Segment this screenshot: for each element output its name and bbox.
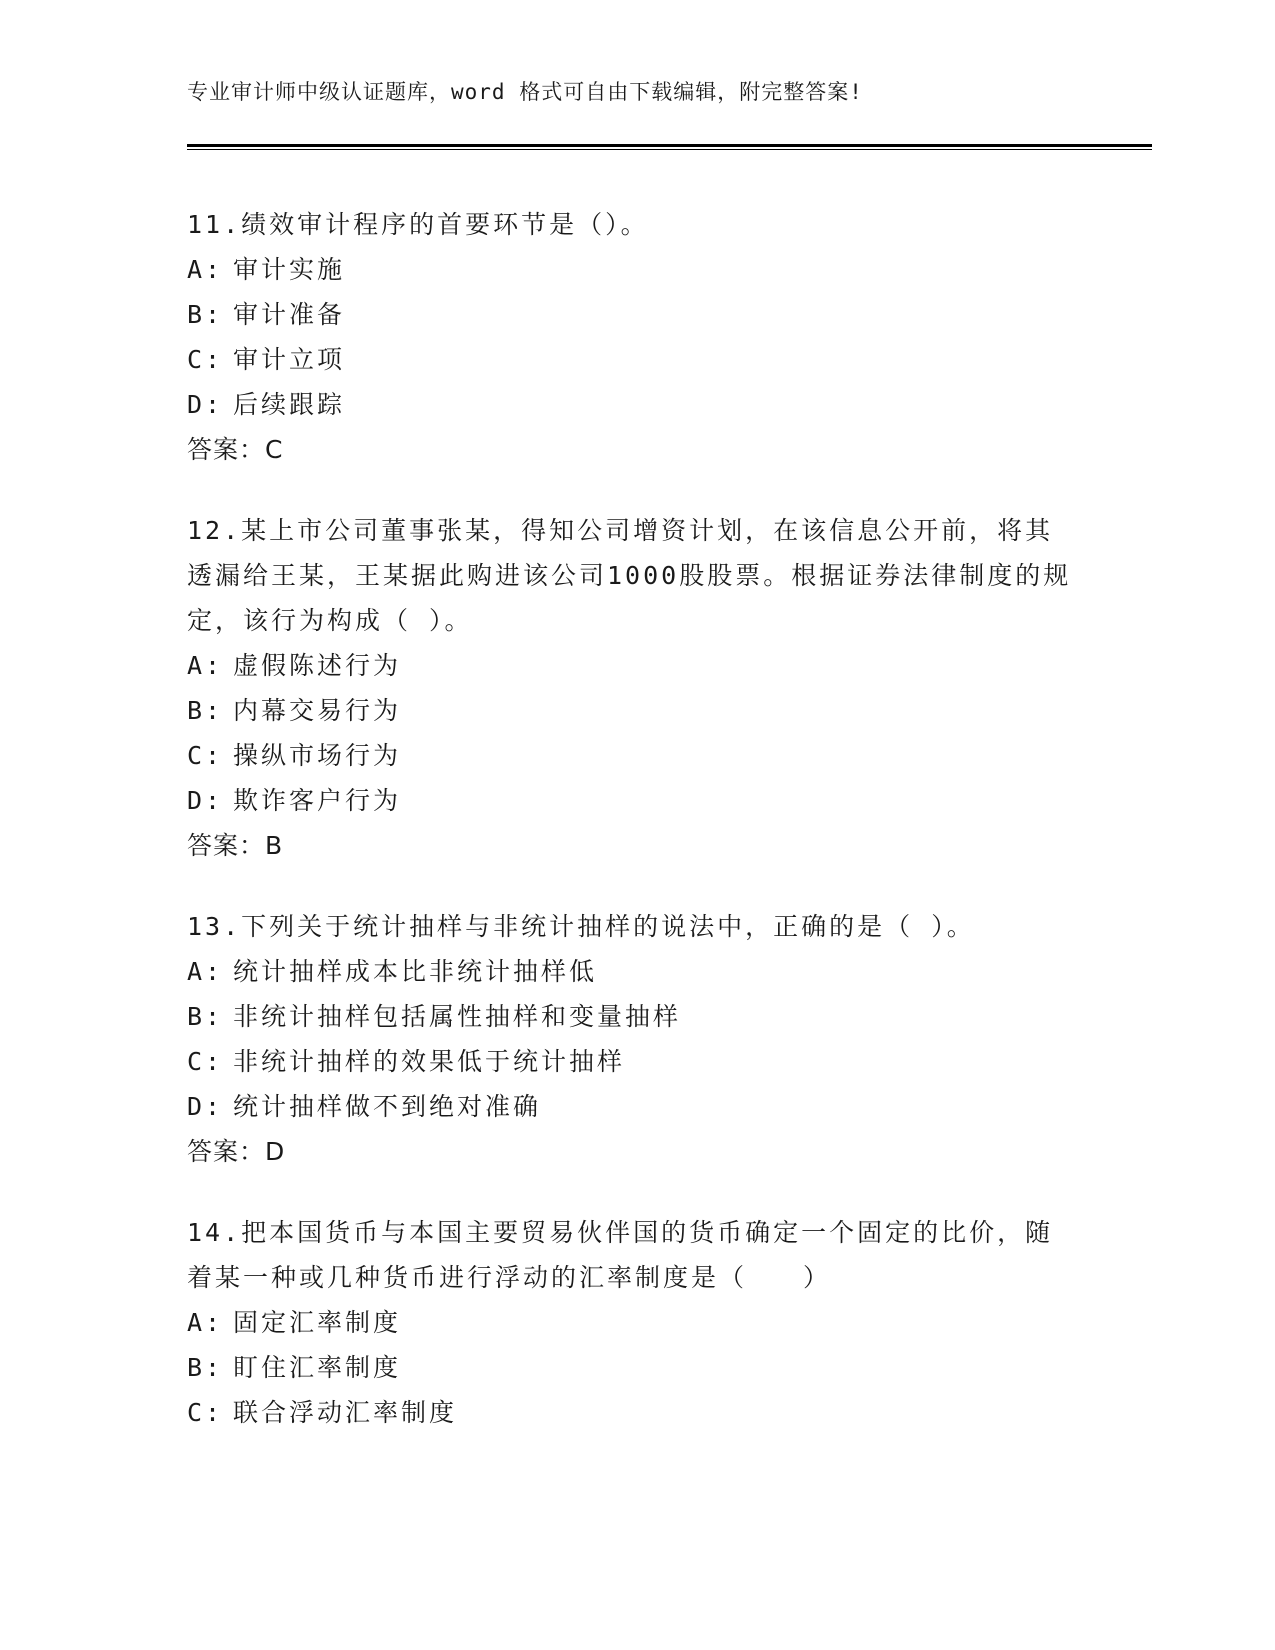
option-text: 审计实施 bbox=[233, 255, 346, 284]
option-a bbox=[187, 643, 1077, 688]
answer-line: 答案：B bbox=[187, 831, 284, 860]
option-letter: B: bbox=[187, 696, 224, 725]
option-text: 盯住汇率制度 bbox=[233, 1353, 402, 1382]
option-letter: B: bbox=[187, 1353, 224, 1382]
header-divider-thick bbox=[187, 144, 1152, 147]
header-divider bbox=[187, 144, 1152, 150]
option-letter: C: bbox=[187, 1047, 224, 1076]
option-letter: D: bbox=[187, 786, 224, 815]
option-letter: C: bbox=[187, 345, 224, 374]
option-a bbox=[187, 1300, 1077, 1345]
option-b bbox=[187, 688, 1077, 733]
option-text: 欺诈客户行为 bbox=[233, 786, 402, 815]
option-b bbox=[187, 994, 1077, 1039]
option-a bbox=[187, 247, 1077, 292]
option-letter: D: bbox=[187, 390, 224, 419]
page-header: 专业审计师中级认证题库，word 格式可自由下载编辑，附完整答案! bbox=[187, 80, 863, 104]
question-list bbox=[187, 202, 1077, 1471]
option-text: 统计抽样做不到绝对准确 bbox=[233, 1092, 542, 1121]
option-letter: B: bbox=[187, 300, 224, 329]
option-b bbox=[187, 292, 1077, 337]
answer-line: 答案：C bbox=[187, 435, 284, 464]
option-text: 固定汇率制度 bbox=[233, 1308, 402, 1337]
option-text: 非统计抽样包括属性抽样和变量抽样 bbox=[233, 1002, 682, 1031]
option-c bbox=[187, 337, 1077, 382]
question-stem: 14.把本国货币与本国主要贸易伙伴国的货币确定一个固定的比价，随着某一种或几种货币进行浮动的汇率制度是（ ） bbox=[187, 1218, 1054, 1292]
answer-line: 答案：D bbox=[187, 1137, 286, 1166]
option-d bbox=[187, 778, 1077, 823]
option-text: 操纵市场行为 bbox=[233, 741, 402, 770]
option-letter: A: bbox=[187, 1308, 224, 1337]
option-text: 联合浮动汇率制度 bbox=[233, 1398, 458, 1427]
option-text: 后续跟踪 bbox=[233, 390, 346, 419]
option-text: 审计准备 bbox=[233, 300, 346, 329]
option-letter: C: bbox=[187, 1398, 224, 1427]
option-letter: A: bbox=[187, 957, 224, 986]
header-divider-thin bbox=[187, 149, 1152, 150]
question-11 bbox=[187, 202, 1077, 472]
option-letter: A: bbox=[187, 255, 224, 284]
option-letter: C: bbox=[187, 741, 224, 770]
option-text: 审计立项 bbox=[233, 345, 346, 374]
option-text: 虚假陈述行为 bbox=[233, 651, 402, 680]
question-stem: 13.下列关于统计抽样与非统计抽样的说法中，正确的是（ ）。 bbox=[187, 912, 975, 941]
question-12 bbox=[187, 508, 1077, 868]
option-c bbox=[187, 733, 1077, 778]
option-letter: A: bbox=[187, 651, 224, 680]
option-d bbox=[187, 382, 1077, 427]
option-letter: B: bbox=[187, 1002, 224, 1031]
question-stem: 12.某上市公司董事张某，得知公司增资计划，在该信息公开前，将其透漏给王某，王某据此购进该公司1000股股票。根据证券法律制度的规定，该行为构成（ ）。 bbox=[187, 516, 1072, 635]
question-13 bbox=[187, 904, 1077, 1174]
option-letter: D: bbox=[187, 1092, 224, 1121]
option-c bbox=[187, 1390, 1077, 1435]
option-b bbox=[187, 1345, 1077, 1390]
question-14 bbox=[187, 1210, 1077, 1435]
option-a bbox=[187, 949, 1077, 994]
option-c bbox=[187, 1039, 1077, 1084]
option-text: 非统计抽样的效果低于统计抽样 bbox=[233, 1047, 626, 1076]
option-d bbox=[187, 1084, 1077, 1129]
option-text: 内幕交易行为 bbox=[233, 696, 402, 725]
option-text: 统计抽样成本比非统计抽样低 bbox=[233, 957, 598, 986]
question-stem: 11.绩效审计程序的首要环节是（）。 bbox=[187, 210, 649, 239]
